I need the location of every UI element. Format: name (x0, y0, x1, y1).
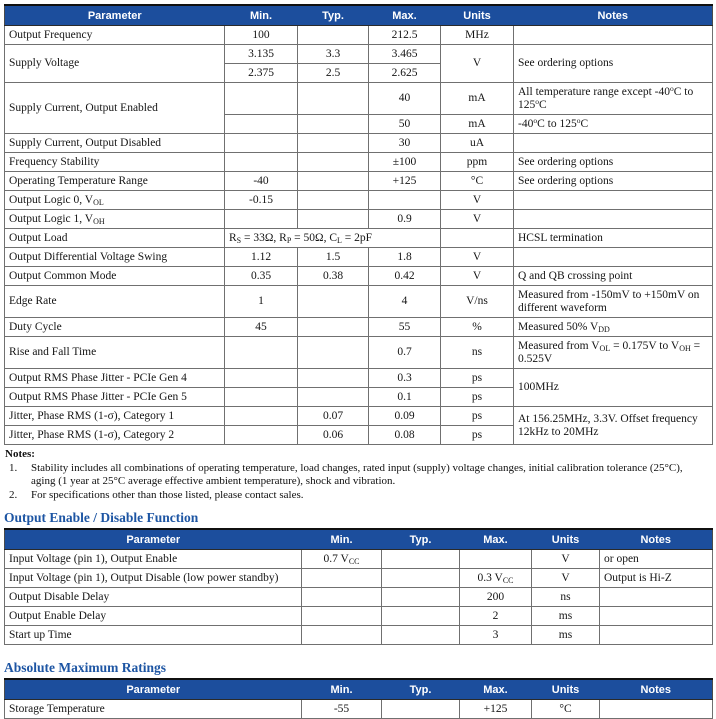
table-cell: Operating Temperature Range (5, 172, 225, 191)
table-cell: Q and QB crossing point (514, 267, 713, 286)
table-cell (298, 388, 369, 407)
table-cell (441, 229, 514, 248)
table-cell (514, 134, 713, 153)
table-cell: 2 (460, 607, 532, 626)
header-row (5, 5, 713, 26)
output-enable-disable-table (4, 528, 713, 645)
note-item (5, 489, 712, 503)
table-cell: uA (441, 134, 514, 153)
table-cell (302, 607, 382, 626)
table-cell: Output Common Mode (5, 267, 225, 286)
table-cell (382, 700, 460, 719)
column-header: Min. (302, 679, 382, 700)
table-cell: Input Voltage (pin 1), Output Disable (low power standby) (5, 569, 302, 588)
table-row (5, 588, 713, 607)
column-header: Typ. (382, 679, 460, 700)
table-cell: V (441, 191, 514, 210)
table-cell: 2.375 (225, 64, 298, 83)
table-cell (382, 550, 460, 569)
table-cell: Edge Rate (5, 286, 225, 318)
notes-section (5, 448, 712, 502)
table-cell (382, 626, 460, 645)
table-cell: 0.1 (369, 388, 441, 407)
note-item (5, 462, 712, 489)
table-cell: 0.9 (369, 210, 441, 229)
table-cell: V (441, 210, 514, 229)
table-cell: 3.3 (298, 45, 369, 64)
note-number: 2. (9, 488, 18, 501)
table-cell: V (441, 248, 514, 267)
column-header: Notes (514, 5, 713, 26)
table-cell: or open (600, 550, 713, 569)
column-header: Parameter (5, 5, 225, 26)
table-cell: 3 (460, 626, 532, 645)
column-header: Parameter (5, 529, 302, 550)
column-header: Units (532, 679, 600, 700)
table-cell (225, 134, 298, 153)
table-cell: 0.08 (369, 426, 441, 445)
table-row (5, 26, 713, 45)
table-cell: V/ns (441, 286, 514, 318)
table-cell: Supply Voltage (5, 45, 225, 83)
table-cell: MHz (441, 26, 514, 45)
table-cell: 1.12 (225, 248, 298, 267)
table-cell: Storage Temperature (5, 700, 302, 719)
table-cell (514, 210, 713, 229)
table-cell (514, 26, 713, 45)
table-cell: Output RMS Phase Jitter - PCIe Gen 5 (5, 388, 225, 407)
note-number: 1. (9, 461, 18, 474)
table-cell: Output Logic 0, $V_{OL}$ (5, 191, 225, 210)
table-cell: 0.06 (298, 426, 369, 445)
column-header: Units (532, 529, 600, 550)
table-cell (225, 388, 298, 407)
table-cell: 0.3 (369, 369, 441, 388)
table-cell (302, 626, 382, 645)
table-row (5, 172, 713, 191)
table-cell: 212.5 (369, 26, 441, 45)
table-cell: $R_S = 33\Omega$, $R_P = 50\Omega$, $C_L = 2pF$ (225, 229, 441, 248)
table-cell: 1.8 (369, 248, 441, 267)
table-cell: Output Differential Voltage Swing (5, 248, 225, 267)
table-cell: ns (441, 337, 514, 369)
table-cell (298, 286, 369, 318)
table-cell: 1.5 (298, 248, 369, 267)
table-cell: mA (441, 83, 514, 115)
notes-label: Notes: (5, 448, 35, 460)
table-row (5, 83, 713, 115)
table-cell: Output Load (5, 229, 225, 248)
table-row (5, 407, 713, 426)
table-row (5, 210, 713, 229)
table-cell: Start up Time (5, 626, 302, 645)
table-cell: °C (532, 700, 600, 719)
table-cell (225, 210, 298, 229)
table-cell (225, 83, 298, 115)
table-cell: 1 (225, 286, 298, 318)
table-cell: +125 (460, 700, 532, 719)
table-cell: Measured from $V_{OL} = 0.175V$ to $V_{OH} = 0.525V$ (514, 337, 713, 369)
table-cell: 40 (369, 83, 441, 115)
table-cell: ps (441, 426, 514, 445)
table-cell: Measured 50% $V_{DD}$ (514, 318, 713, 337)
table-row (5, 191, 713, 210)
table-cell: % (441, 318, 514, 337)
table-row (5, 626, 713, 645)
table-cell (382, 588, 460, 607)
table-cell: -0.15 (225, 191, 298, 210)
table-row (5, 569, 713, 588)
table-cell: At 156.25MHz, 3.3V. Offset frequency 12kHz to 20MHz (514, 407, 713, 445)
table-cell: 0.09 (369, 407, 441, 426)
table-cell (298, 83, 369, 115)
table-cell: 4 (369, 286, 441, 318)
table-row (5, 318, 713, 337)
table-row (5, 700, 713, 719)
column-header: Max. (460, 679, 532, 700)
table-cell: HCSL termination (514, 229, 713, 248)
column-header: Max. (460, 529, 532, 550)
table-cell: mA (441, 115, 514, 134)
table-cell: ps (441, 407, 514, 426)
table-cell (382, 607, 460, 626)
table-cell: -40 (225, 172, 298, 191)
table-cell: ±100 (369, 153, 441, 172)
table-cell: -55 (302, 700, 382, 719)
table-cell: Duty Cycle (5, 318, 225, 337)
table-cell: -40$^o$C to 125$^o$C (514, 115, 713, 134)
table-cell (298, 191, 369, 210)
table-cell: Jitter, Phase RMS (1-σ), Category 2 (5, 426, 225, 445)
table-cell: ms (532, 626, 600, 645)
table-cell (225, 337, 298, 369)
table-cell: Rise and Fall Time (5, 337, 225, 369)
header-row (5, 529, 713, 550)
section-title-output-enable-disable: Output Enable / Disable Function (4, 510, 199, 525)
table-row (5, 134, 713, 153)
table-cell (302, 588, 382, 607)
table-row (5, 248, 713, 267)
table-cell: ps (441, 369, 514, 388)
section-title-absolute-maximum-ratings: Absolute Maximum Ratings (4, 660, 167, 675)
table-cell: Output Disable Delay (5, 588, 302, 607)
table-row (5, 286, 713, 318)
table-cell (382, 569, 460, 588)
table-cell: See ordering options (514, 172, 713, 191)
table-cell: Jitter, Phase RMS (1-σ), Category 1 (5, 407, 225, 426)
table-row (5, 229, 713, 248)
column-header: Max. (369, 5, 441, 26)
table-cell: 0.7 (369, 337, 441, 369)
absolute-maximum-ratings-table (4, 678, 713, 719)
table-cell: 0.35 (225, 267, 298, 286)
table-cell (225, 426, 298, 445)
table-cell (298, 153, 369, 172)
table-cell: V (441, 45, 514, 83)
table-cell: 50 (369, 115, 441, 134)
table-cell: 0.07 (298, 407, 369, 426)
table-cell: See ordering options (514, 153, 713, 172)
table-cell (298, 210, 369, 229)
table-cell: 0.3 $V_{CC}$ (460, 569, 532, 588)
table-cell: All temperature range except -40$^o$C to 125$^o$C (514, 83, 713, 115)
table-row (5, 607, 713, 626)
table-cell: °C (441, 172, 514, 191)
table-cell: 2.5 (298, 64, 369, 83)
table-cell: Output Frequency (5, 26, 225, 45)
table-cell (600, 588, 713, 607)
table-row (5, 45, 713, 64)
table-cell: V (532, 569, 600, 588)
table-cell: 0.42 (369, 267, 441, 286)
table-cell: 100MHz (514, 369, 713, 407)
column-header: Units (441, 5, 514, 26)
table-cell: 2.625 (369, 64, 441, 83)
table-cell: 3.135 (225, 45, 298, 64)
table-row (5, 267, 713, 286)
table-cell: Supply Current, Output Disabled (5, 134, 225, 153)
table-cell: ns (532, 588, 600, 607)
table-cell (225, 153, 298, 172)
table-cell (298, 115, 369, 134)
note-text: Stability includes all combinations of operating temperature, load changes, rated input (supply) voltage changes, initial calibration tolerance (25°C), aging (1 year at 25°C average effective ambient temperature), shock and vibration. (31, 461, 683, 487)
column-header: Min. (225, 5, 298, 26)
table-cell: Input Voltage (pin 1), Output Enable (5, 550, 302, 569)
table-cell: Measured from -150mV to +150mV on different waveform (514, 286, 713, 318)
table-cell (302, 569, 382, 588)
table-cell (298, 26, 369, 45)
column-header: Typ. (298, 5, 369, 26)
table-cell (460, 550, 532, 569)
table-cell (600, 700, 713, 719)
table-cell: Output is Hi-Z (600, 569, 713, 588)
table-cell (298, 337, 369, 369)
table-cell: +125 (369, 172, 441, 191)
table-cell (298, 134, 369, 153)
table-row (5, 369, 713, 388)
table-cell (225, 407, 298, 426)
column-header: Notes (600, 679, 713, 700)
table-cell: 200 (460, 588, 532, 607)
table-row (5, 337, 713, 369)
table-cell: 30 (369, 134, 441, 153)
note-text: For specifications other than those listed, please contact sales. (31, 488, 304, 501)
table-cell: See ordering options (514, 45, 713, 83)
table-cell: 0.7 $V_{CC}$ (302, 550, 382, 569)
table-cell (369, 191, 441, 210)
header-row (5, 679, 713, 700)
column-header: Notes (600, 529, 713, 550)
table-cell: Frequency Stability (5, 153, 225, 172)
table-cell: Output Logic 1, $V_{OH}$ (5, 210, 225, 229)
table-cell: V (532, 550, 600, 569)
table-cell: Output RMS Phase Jitter - PCIe Gen 4 (5, 369, 225, 388)
table-cell (600, 626, 713, 645)
table-cell (225, 115, 298, 134)
table-cell: ms (532, 607, 600, 626)
table-cell: 100 (225, 26, 298, 45)
table-cell: 0.38 (298, 267, 369, 286)
table-row (5, 153, 713, 172)
table-row (5, 550, 713, 569)
table-cell (514, 248, 713, 267)
column-header: Typ. (382, 529, 460, 550)
electrical-characteristics-table (4, 4, 713, 445)
column-header: Min. (302, 529, 382, 550)
table-cell: 45 (225, 318, 298, 337)
table-cell (298, 318, 369, 337)
column-header: Parameter (5, 679, 302, 700)
table-cell (298, 369, 369, 388)
table-cell: 3.465 (369, 45, 441, 64)
table-cell: V (441, 267, 514, 286)
table-cell (298, 172, 369, 191)
table-cell (514, 191, 713, 210)
table-cell: ps (441, 388, 514, 407)
table-cell: 55 (369, 318, 441, 337)
table-cell: Output Enable Delay (5, 607, 302, 626)
table-cell (600, 607, 713, 626)
table-cell: ppm (441, 153, 514, 172)
table-cell: Supply Current, Output Enabled (5, 83, 225, 134)
table-cell (225, 369, 298, 388)
